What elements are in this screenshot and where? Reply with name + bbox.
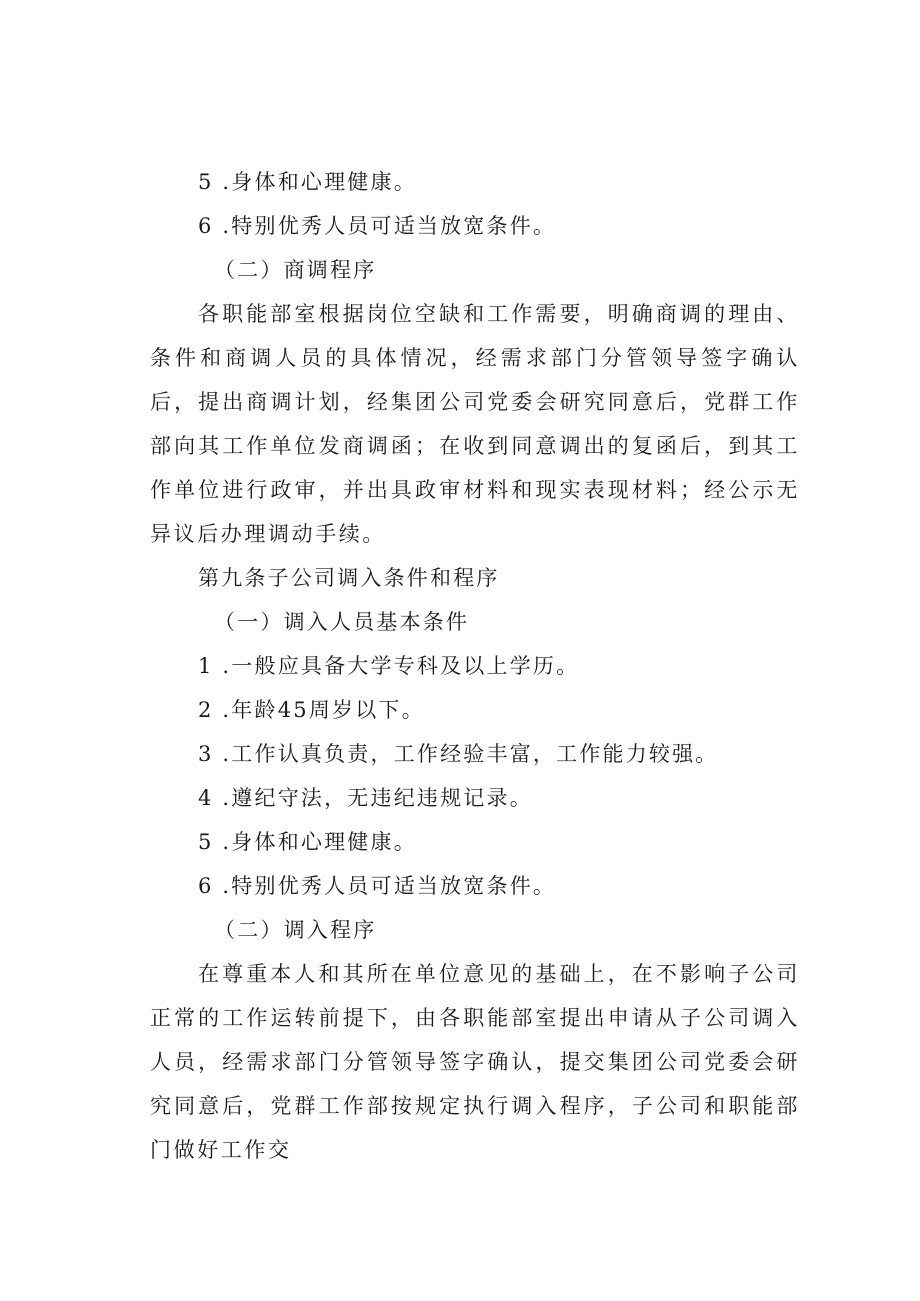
condition-item-6: 6 .特别优秀人员可适当放宽条件。 — [198, 214, 557, 238]
basic-conditions-heading: （一）调入人员基本条件 — [214, 610, 470, 634]
document-body — [150, 160, 800, 1172]
basic-condition-item-2: 2 .年龄45周岁以下。 — [198, 698, 425, 722]
transfer-in-procedure-paragraph: 在尊重本人和其所在单位意见的基础上，在不影响子公司正常的工作运转前提下，由各职能部室提出申请从子公司调入人员，经需求部门分管领导签字确认，提交集团公司党委会研究同意后，党群工作部按规定执行调入程序，子公司和职能部门做好工作交 — [150, 962, 800, 1162]
basic-condition-item-6: 6 .特别优秀人员可适当放宽条件。 — [198, 874, 557, 898]
basic-condition-item-1: 1 .一般应具备大学专科及以上学历。 — [198, 654, 580, 678]
transfer-procedure-paragraph: 各职能部室根据岗位空缺和工作需要，明确商调的理由、条件和商调人员的具体情况，经需求部门分管领导签字确认后，提出商调计划，经集团公司党委会研究同意后，党群工作部向其工作单位发商调函；在收到同意调出的复函后，到其工作单位进行政审，并出具政审材料和现实表现材料；经公示无异议后办理调动手续。 — [150, 302, 800, 546]
basic-condition-item-3: 3 .工作认真负责，工作经验丰富，工作能力较强。 — [198, 742, 719, 766]
condition-item-5: 5 .身体和心理健康。 — [198, 170, 417, 194]
basic-condition-item-5: 5 .身体和心理健康。 — [198, 830, 417, 854]
transfer-in-procedure-heading: （二）调入程序 — [214, 918, 377, 942]
article-9-title: 第九条子公司调入条件和程序 — [198, 566, 500, 590]
basic-condition-item-4: 4 .遵纪守法，无违纪违规记录。 — [198, 786, 533, 810]
transfer-procedure-heading: （二）商调程序 — [214, 258, 377, 282]
